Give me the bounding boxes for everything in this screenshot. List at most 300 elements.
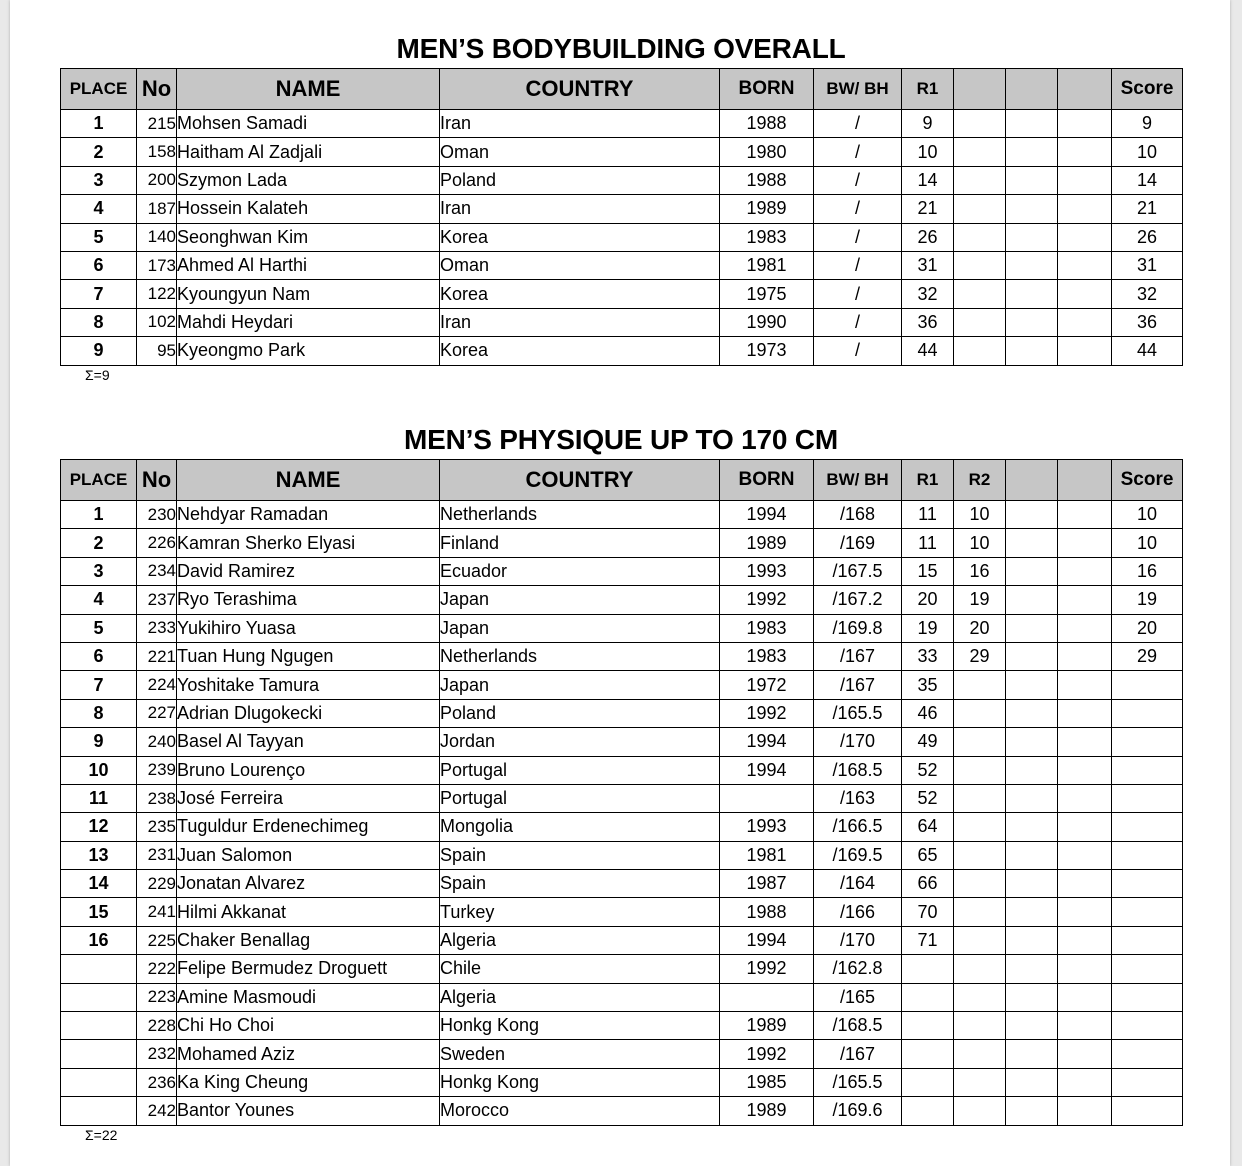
place-cell: 4 [61, 195, 137, 223]
empty-cell [1006, 557, 1058, 585]
table-row [61, 983, 1183, 1011]
empty-cell [1058, 699, 1112, 727]
empty-cell [1058, 756, 1112, 784]
born-cell: 1993 [720, 813, 814, 841]
r2-cell [954, 841, 1006, 869]
header-bw-bh: BW/ BH [814, 460, 902, 501]
born-cell: 1992 [720, 586, 814, 614]
r1-cell [902, 1068, 954, 1096]
r2-cell [954, 870, 1006, 898]
name-cell: Seonghwan Kim [177, 223, 440, 251]
table-row [61, 756, 1183, 784]
r1-cell [902, 1012, 954, 1040]
table-row [61, 251, 1183, 279]
r1-cell: 49 [902, 728, 954, 756]
r1-cell: 71 [902, 926, 954, 954]
score-cell [1112, 870, 1183, 898]
bw-bh-cell: /165 [814, 983, 902, 1011]
table-row [61, 870, 1183, 898]
born-cell: 1985 [720, 1068, 814, 1096]
country-cell: Spain [440, 870, 720, 898]
empty-cell [1006, 529, 1058, 557]
born-cell: 1992 [720, 1040, 814, 1068]
bw-bh-cell: / [814, 280, 902, 308]
empty-cell [1058, 223, 1112, 251]
bw-bh-cell: / [814, 166, 902, 194]
born-cell: 1994 [720, 501, 814, 529]
header-r2: R2 [954, 460, 1006, 501]
empty-cell [1058, 728, 1112, 756]
score-cell [1112, 898, 1183, 926]
r1-cell [902, 1040, 954, 1068]
header-row [61, 460, 1183, 501]
born-cell: 1989 [720, 1097, 814, 1125]
r2-cell [954, 1040, 1006, 1068]
empty-cell [1006, 699, 1058, 727]
r2-cell [954, 1068, 1006, 1096]
table-row [61, 280, 1183, 308]
score-cell [1112, 1040, 1183, 1068]
empty-cell [954, 195, 1006, 223]
empty-cell [1006, 308, 1058, 336]
score-cell: 31 [1112, 251, 1183, 279]
place-cell: 1 [61, 501, 137, 529]
born-cell: 1988 [720, 898, 814, 926]
born-cell: 1989 [720, 529, 814, 557]
name-cell: Hossein Kalateh [177, 195, 440, 223]
score-cell: 44 [1112, 337, 1183, 365]
born-cell: 1975 [720, 280, 814, 308]
name-cell: Mohamed Aziz [177, 1040, 440, 1068]
place-cell: 7 [61, 280, 137, 308]
score-cell: 10 [1112, 529, 1183, 557]
no-cell: 239 [137, 756, 177, 784]
born-cell: 1994 [720, 728, 814, 756]
score-cell [1112, 841, 1183, 869]
born-cell: 1973 [720, 337, 814, 365]
section-title: MEN’S BODYBUILDING OVERALL [396, 33, 846, 64]
born-cell: 1994 [720, 756, 814, 784]
no-cell: 234 [137, 557, 177, 585]
place-cell [61, 1097, 137, 1125]
r1-cell: 11 [902, 501, 954, 529]
table-row [61, 1012, 1183, 1040]
empty-cell [1006, 671, 1058, 699]
score-cell: 20 [1112, 614, 1183, 642]
bw-bh-cell: /168.5 [814, 756, 902, 784]
empty-cell [1058, 955, 1112, 983]
empty-cell [1058, 1012, 1112, 1040]
place-cell: 10 [61, 756, 137, 784]
r1-cell: 52 [902, 784, 954, 812]
score-cell [1112, 756, 1183, 784]
name-cell: Adrian Dlugokecki [177, 699, 440, 727]
r2-cell [954, 955, 1006, 983]
born-cell: 1983 [720, 223, 814, 251]
name-cell: Amine Masmoudi [177, 983, 440, 1011]
place-cell [61, 955, 137, 983]
section-title: MEN’S PHYSIQUE UP TO 170 CM [404, 424, 838, 455]
r2-cell [954, 756, 1006, 784]
r1-cell: 35 [902, 671, 954, 699]
no-cell: 140 [137, 223, 177, 251]
bw-bh-cell: /165.5 [814, 1068, 902, 1096]
empty-cell [954, 138, 1006, 166]
bw-bh-cell: /167.5 [814, 557, 902, 585]
document-page [10, 0, 1230, 1166]
country-cell: Jordan [440, 728, 720, 756]
bw-bh-cell: /167 [814, 1040, 902, 1068]
born-cell: 1992 [720, 955, 814, 983]
bw-bh-cell: /168.5 [814, 1012, 902, 1040]
no-cell: 225 [137, 926, 177, 954]
place-cell: 5 [61, 614, 137, 642]
table-row [61, 501, 1183, 529]
empty-cell [1058, 642, 1112, 670]
place-cell: 1 [61, 110, 137, 138]
place-cell: 4 [61, 586, 137, 614]
table-row [61, 642, 1183, 670]
born-cell: 1993 [720, 557, 814, 585]
country-cell: Sweden [440, 1040, 720, 1068]
place-cell: 11 [61, 784, 137, 812]
table-row [61, 337, 1183, 365]
empty-cell [1006, 1012, 1058, 1040]
no-cell: 242 [137, 1097, 177, 1125]
table-row [61, 557, 1183, 585]
table-row [61, 614, 1183, 642]
score-cell [1112, 728, 1183, 756]
empty-cell [1006, 586, 1058, 614]
empty-cell [1006, 251, 1058, 279]
place-cell: 6 [61, 642, 137, 670]
place-cell: 14 [61, 870, 137, 898]
no-cell: 223 [137, 983, 177, 1011]
empty-cell [1058, 983, 1112, 1011]
table-row [61, 926, 1183, 954]
empty-cell [1058, 337, 1112, 365]
score-cell: 19 [1112, 586, 1183, 614]
empty-cell [1058, 195, 1112, 223]
country-cell: Netherlands [440, 501, 720, 529]
bw-bh-cell: /170 [814, 728, 902, 756]
name-cell: Bruno Lourenço [177, 756, 440, 784]
name-cell: Juan Salomon [177, 841, 440, 869]
name-cell: Kamran Sherko Elyasi [177, 529, 440, 557]
country-cell: Portugal [440, 784, 720, 812]
r1-cell: 32 [902, 280, 954, 308]
r2-cell [954, 671, 1006, 699]
r2-cell: 10 [954, 501, 1006, 529]
no-cell: 227 [137, 699, 177, 727]
bw-bh-cell: /169 [814, 529, 902, 557]
born-cell: 1981 [720, 841, 814, 869]
name-cell: Basel Al Tayyan [177, 728, 440, 756]
bw-bh-cell: /170 [814, 926, 902, 954]
r1-cell: 21 [902, 195, 954, 223]
score-cell: 9 [1112, 110, 1183, 138]
country-cell: Netherlands [440, 642, 720, 670]
empty-cell [1006, 955, 1058, 983]
place-cell [61, 983, 137, 1011]
bw-bh-cell: /168 [814, 501, 902, 529]
born-cell: 1981 [720, 251, 814, 279]
header-place: PLACE [61, 460, 137, 501]
r1-cell: 10 [902, 138, 954, 166]
score-cell: 16 [1112, 557, 1183, 585]
empty-cell [954, 308, 1006, 336]
empty-cell [1058, 280, 1112, 308]
r1-cell [902, 983, 954, 1011]
bw-bh-cell: /163 [814, 784, 902, 812]
bw-bh-cell: / [814, 251, 902, 279]
place-cell: 7 [61, 671, 137, 699]
r2-cell [954, 813, 1006, 841]
name-cell: Hilmi Akkanat [177, 898, 440, 926]
empty-cell [954, 223, 1006, 251]
r2-cell [954, 898, 1006, 926]
country-cell: Ecuador [440, 557, 720, 585]
empty-cell [1058, 110, 1112, 138]
empty-cell [1058, 870, 1112, 898]
bw-bh-cell: / [814, 308, 902, 336]
table-row [61, 529, 1183, 557]
header-born: BORN [720, 69, 814, 110]
born-cell: 1983 [720, 614, 814, 642]
table-row [61, 784, 1183, 812]
empty-cell [1006, 756, 1058, 784]
table-row [61, 699, 1183, 727]
no-cell: 232 [137, 1040, 177, 1068]
no-cell: 237 [137, 586, 177, 614]
header-name: NAME [177, 460, 440, 501]
table-row [61, 955, 1183, 983]
athlete-count: Σ=22 [85, 1126, 118, 1143]
score-cell: 36 [1112, 308, 1183, 336]
header-blank [1006, 69, 1058, 110]
name-cell: Ka King Cheung [177, 1068, 440, 1096]
country-cell: Algeria [440, 983, 720, 1011]
r2-cell: 16 [954, 557, 1006, 585]
r2-cell: 19 [954, 586, 1006, 614]
no-cell: 173 [137, 251, 177, 279]
empty-cell [954, 251, 1006, 279]
table-row [61, 138, 1183, 166]
r1-cell [902, 1097, 954, 1125]
empty-cell [1058, 1068, 1112, 1096]
empty-cell [954, 337, 1006, 365]
name-cell: José Ferreira [177, 784, 440, 812]
born-cell: 1983 [720, 642, 814, 670]
no-cell: 238 [137, 784, 177, 812]
score-cell [1112, 699, 1183, 727]
place-cell: 5 [61, 223, 137, 251]
empty-cell [954, 280, 1006, 308]
born-cell: 1980 [720, 138, 814, 166]
name-cell: Kyoungyun Nam [177, 280, 440, 308]
bw-bh-cell: /169.8 [814, 614, 902, 642]
name-cell: Jonatan Alvarez [177, 870, 440, 898]
empty-cell [1006, 926, 1058, 954]
r1-cell [902, 955, 954, 983]
score-cell: 32 [1112, 280, 1183, 308]
score-cell [1112, 983, 1183, 1011]
born-cell [720, 784, 814, 812]
r1-cell: 70 [902, 898, 954, 926]
country-cell: Turkey [440, 898, 720, 926]
header-place: PLACE [61, 69, 137, 110]
empty-cell [1006, 983, 1058, 1011]
born-cell: 1987 [720, 870, 814, 898]
empty-cell [1058, 784, 1112, 812]
table-row [61, 166, 1183, 194]
no-cell: 230 [137, 501, 177, 529]
no-cell: 224 [137, 671, 177, 699]
r2-cell [954, 1097, 1006, 1125]
score-cell [1112, 926, 1183, 954]
score-cell: 26 [1112, 223, 1183, 251]
country-cell: Mongolia [440, 813, 720, 841]
place-cell: 15 [61, 898, 137, 926]
bw-bh-cell: /164 [814, 870, 902, 898]
name-cell: Haitham Al Zadjali [177, 138, 440, 166]
name-cell: Tuguldur Erdenechimeg [177, 813, 440, 841]
r1-cell: 15 [902, 557, 954, 585]
r1-cell: 36 [902, 308, 954, 336]
place-cell: 8 [61, 699, 137, 727]
bw-bh-cell: /169.5 [814, 841, 902, 869]
score-cell [1112, 1097, 1183, 1125]
no-cell: 228 [137, 1012, 177, 1040]
r1-cell: 19 [902, 614, 954, 642]
no-cell: 226 [137, 529, 177, 557]
score-cell: 10 [1112, 501, 1183, 529]
born-cell: 1988 [720, 166, 814, 194]
r2-cell [954, 784, 1006, 812]
empty-cell [1058, 1097, 1112, 1125]
empty-cell [1058, 308, 1112, 336]
name-cell: Chi Ho Choi [177, 1012, 440, 1040]
country-cell: Japan [440, 671, 720, 699]
bw-bh-cell: / [814, 223, 902, 251]
bw-bh-cell: /165.5 [814, 699, 902, 727]
empty-cell [954, 110, 1006, 138]
country-cell: Spain [440, 841, 720, 869]
r1-cell: 65 [902, 841, 954, 869]
empty-cell [1006, 898, 1058, 926]
header-r1: R1 [902, 460, 954, 501]
section-physique-170 [60, 421, 1182, 1144]
r1-cell: 26 [902, 223, 954, 251]
country-cell: Japan [440, 614, 720, 642]
header-blank [1058, 69, 1112, 110]
country-cell: Oman [440, 251, 720, 279]
place-cell: 12 [61, 813, 137, 841]
empty-cell [1006, 501, 1058, 529]
section-bodybuilding-overall [60, 30, 1182, 384]
empty-cell [1058, 813, 1112, 841]
born-cell [720, 983, 814, 1011]
no-cell: 236 [137, 1068, 177, 1096]
no-cell: 158 [137, 138, 177, 166]
born-cell: 1988 [720, 110, 814, 138]
no-cell: 235 [137, 813, 177, 841]
country-cell: Portugal [440, 756, 720, 784]
header-blank [1006, 460, 1058, 501]
empty-cell [1006, 166, 1058, 194]
no-cell: 221 [137, 642, 177, 670]
no-cell: 241 [137, 898, 177, 926]
score-cell [1112, 1012, 1183, 1040]
no-cell: 231 [137, 841, 177, 869]
country-cell: Korea [440, 280, 720, 308]
header-name: NAME [177, 69, 440, 110]
results-table [60, 459, 1183, 1126]
country-cell: Finland [440, 529, 720, 557]
bw-bh-cell: /167 [814, 642, 902, 670]
score-cell: 14 [1112, 166, 1183, 194]
place-cell: 2 [61, 138, 137, 166]
empty-cell [1006, 813, 1058, 841]
empty-cell [1006, 223, 1058, 251]
score-cell [1112, 813, 1183, 841]
table-row [61, 195, 1183, 223]
header-score: Score [1112, 460, 1183, 501]
empty-cell [1006, 138, 1058, 166]
empty-cell [1006, 195, 1058, 223]
empty-cell [1006, 841, 1058, 869]
r2-cell [954, 983, 1006, 1011]
empty-cell [1058, 614, 1112, 642]
empty-cell [1058, 529, 1112, 557]
table-row [61, 1097, 1183, 1125]
bw-bh-cell: / [814, 138, 902, 166]
no-cell: 95 [137, 337, 177, 365]
born-cell: 1994 [720, 926, 814, 954]
bw-bh-cell: /169.6 [814, 1097, 902, 1125]
place-cell: 3 [61, 166, 137, 194]
header-no: No [137, 69, 177, 110]
bw-bh-cell: /167.2 [814, 586, 902, 614]
name-cell: Yoshitake Tamura [177, 671, 440, 699]
name-cell: Szymon Lada [177, 166, 440, 194]
country-cell: Poland [440, 166, 720, 194]
empty-cell [1006, 870, 1058, 898]
bw-bh-cell: / [814, 110, 902, 138]
score-cell: 21 [1112, 195, 1183, 223]
empty-cell [1058, 1040, 1112, 1068]
empty-cell [1058, 586, 1112, 614]
r2-cell: 29 [954, 642, 1006, 670]
table-row [61, 1040, 1183, 1068]
empty-cell [1006, 110, 1058, 138]
table-row [61, 110, 1183, 138]
name-cell: Ryo Terashima [177, 586, 440, 614]
name-cell: Bantor Younes [177, 1097, 440, 1125]
name-cell: Tuan Hung Ngugen [177, 642, 440, 670]
empty-cell [1006, 642, 1058, 670]
place-cell: 9 [61, 728, 137, 756]
empty-cell [1006, 1097, 1058, 1125]
r2-cell [954, 728, 1006, 756]
bw-bh-cell: / [814, 337, 902, 365]
name-cell: David Ramirez [177, 557, 440, 585]
country-cell: Iran [440, 308, 720, 336]
born-cell: 1989 [720, 1012, 814, 1040]
table-row [61, 308, 1183, 336]
r1-cell: 33 [902, 642, 954, 670]
empty-cell [1006, 614, 1058, 642]
